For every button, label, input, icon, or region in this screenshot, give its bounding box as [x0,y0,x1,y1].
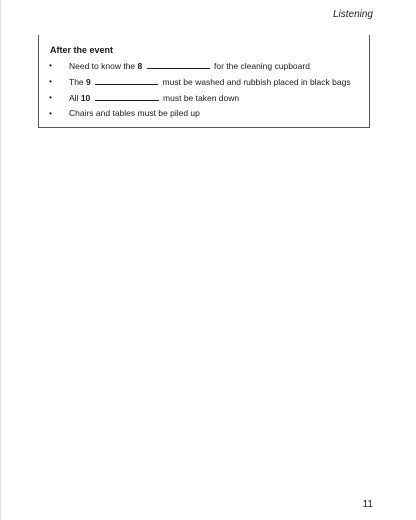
page-number: 11 [362,499,373,510]
page-edge [0,0,1,520]
item-text-before: The [69,77,84,87]
item-text-after: must be washed and rubbish placed in black bags [162,77,351,87]
question-number-8: 8 [137,61,143,71]
item-text [69,92,239,104]
answer-gap-10[interactable] [95,92,159,101]
item-text: Chairs and tables must be piled up [69,108,200,118]
question-number-9: 9 [86,77,91,87]
bullet: • [49,60,52,70]
answer-gap-9[interactable] [95,76,158,85]
item-text-before: Need to know the [69,61,136,71]
question-number-10: 10 [80,93,91,103]
bullet: • [49,108,52,118]
notes-box [38,35,370,128]
section-label: Listening [332,9,373,20]
item-text [69,76,351,88]
item-text-after: must be taken down [163,93,240,103]
item-text [69,60,310,72]
answer-gap-8[interactable] [147,60,210,69]
box-title: After the event [50,45,114,55]
item-text-after: for the cleaning cupboard [214,61,310,71]
bullet: • [49,92,52,102]
item-text-before: All [69,93,79,103]
bullet: • [49,76,52,86]
